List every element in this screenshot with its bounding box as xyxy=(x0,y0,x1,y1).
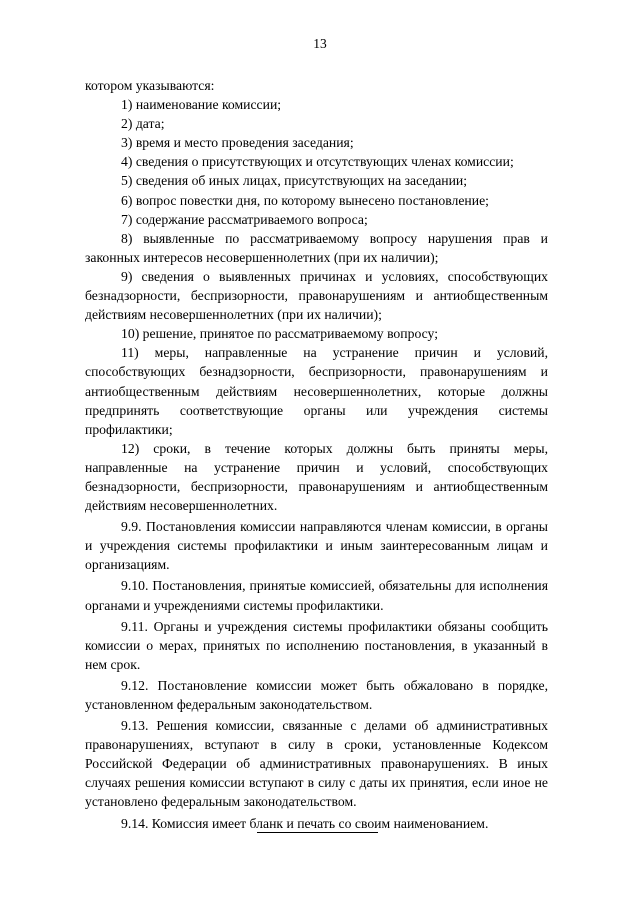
list-item-6: 6) вопрос повестки дня, по которому вынесено постановление; xyxy=(121,192,489,208)
clause-9-11: 9.11. Органы и учреждения системы профилактики обязаны сообщить комиссии о мерах, принятых по исполнению постановления, в указанный в нем срок. xyxy=(85,618,548,672)
clause-9-13: 9.13. Решения комиссии, связанные с делами об административных правонарушениях, вступают в силу в сроки, установленные Кодексом Российской Федерации об административных правонарушениях. В иных случаях решения комиссии вступают в силу с даты их принятия, если иное не установлено федеральным законодательством. xyxy=(85,718,548,810)
list-item-11: 11) меры, направленные на устранение причин и условий, способствующих безнадзорности, беспризорности, правонарушениям и антиобщественным действиям несовершеннолетних, которые должны предпринять соответствующие органы или учреждения системы профилактики; xyxy=(85,345,548,437)
list-item-5: 5) сведения об иных лицах, присутствующих на заседании; xyxy=(121,173,468,189)
list-item-9: 9) сведения о выявленных причинах и условиях, способствующих безнадзорности, беспризорности, правонарушениям и антиобщественным действиям несовершеннолетних (при их наличии); xyxy=(85,268,548,323)
list-item-1: 1) наименование комиссии; xyxy=(121,97,282,113)
document-body xyxy=(85,76,548,833)
list-item-4: 4) сведения о присутствующих и отсутствующих членах комиссии; xyxy=(121,154,514,170)
list-item-3: 3) время и место проведения заседания; xyxy=(121,135,354,151)
end-of-document-rule xyxy=(257,832,378,833)
clause-9-9: 9.9. Постановления комиссии направляются членам комиссии, в органы и учреждения системы профилактики и иным заинтересованным лицам и организациям. xyxy=(85,519,548,573)
list-item-2: 2) дата; xyxy=(121,116,165,132)
paragraph-continuation: котором указываются: xyxy=(85,78,215,93)
clause-9-12: 9.12. Постановление комиссии может быть обжаловано в порядке, установленном федеральным законодательством. xyxy=(85,677,548,712)
list-item-8: 8) выявленные по рассматриваемому вопросу нарушения прав и законных интересов несовершеннолетних (при их наличии); xyxy=(85,230,548,265)
page-number: 13 xyxy=(313,36,327,51)
clause-9-10: 9.10. Постановления, принятые комиссией, обязательны для исполнения органами и учреждениями системы профилактики. xyxy=(85,578,548,613)
list-item-7: 7) содержание рассматриваемого вопроса; xyxy=(121,211,368,227)
list-item-12: 12) сроки, в течение которых должны быть приняты меры, направленные на устранение причин и условий, способствующих безнадзорности, беспризорности, правонарушениям и антиобщественным действиям несовершеннолетних. xyxy=(85,440,548,514)
list-item-10: 10) решение, принятое по рассматриваемому вопросу; xyxy=(121,326,438,342)
clause-9-14: 9.14. Комиссия имеет бланк и печать со своим наименованием. xyxy=(121,815,489,831)
